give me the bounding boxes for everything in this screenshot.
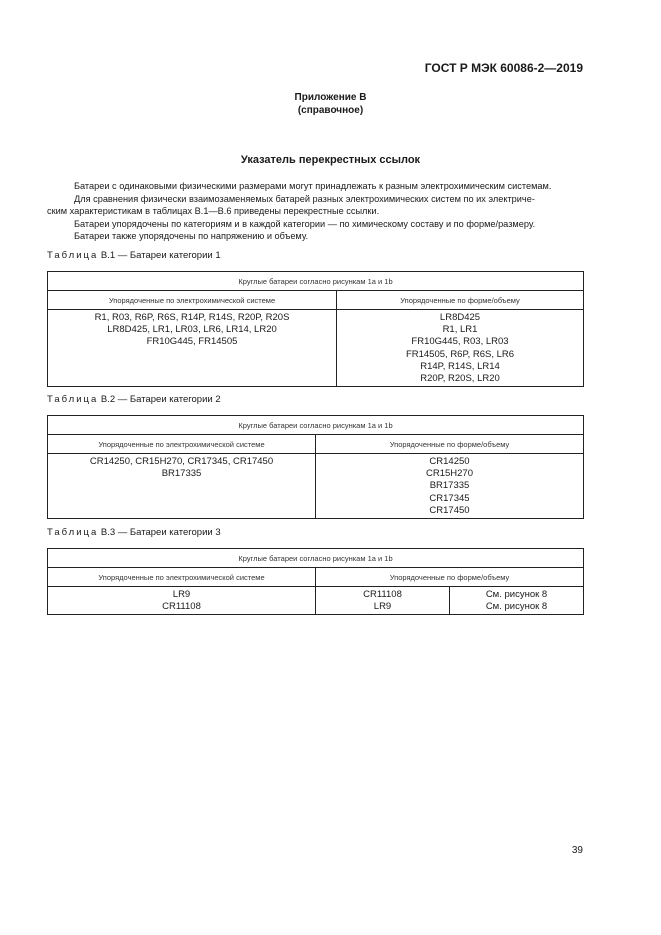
table-2-shape-line: CR17345 [429, 492, 470, 504]
table-1-col-chemistry: Упорядоченные по электрохимической системе [48, 291, 337, 310]
table-2-shape-cell [316, 454, 584, 519]
table-3-chemistry-cell [48, 587, 316, 615]
table-2-caption-text: В.2 — Батареи категории 2 [100, 394, 221, 405]
table-1-chem-line: R1, R03, R6P, R6S, R14P, R14S, R20P, R20S [94, 312, 290, 323]
table-3-reference-line: См. рисунок 8 [485, 589, 548, 600]
appendix-type: (справочное) [297, 105, 364, 116]
table-2-col-chemistry: Упорядоченные по электрохимической системе [48, 435, 316, 454]
table-2-shape-line: CR17450 [429, 504, 470, 516]
table-2-shape-line: CR15H270 [426, 468, 473, 480]
table-1-shape-line: FR14505, R6P, R6S, LR6 [405, 348, 515, 360]
table-1-shape-line: R1, LR1 [442, 324, 478, 336]
intro-paragraph-2a: Для сравнения физически взаимозаменяемых батарей разных электрохимических систем по их электриче- [74, 193, 535, 204]
table-1-header: Круглые батареи согласно рисункам 1а и 1b [48, 272, 584, 291]
table-1-caption-text: В.1 — Батареи категории 1 [100, 250, 221, 261]
table-1-shape-cell [337, 310, 584, 387]
intro-paragraph-1: Батареи с одинаковыми физическими размерами могут принадлежать к разным электрохимическим системам. [74, 181, 552, 191]
table-2-header: Круглые батареи согласно рисункам 1а и 1b [48, 416, 584, 435]
table-2-shape-line: BR17335 [429, 480, 470, 492]
table-3-header: Круглые батареи согласно рисункам 1а и 1b [48, 549, 584, 568]
table-1-chem-line: LR8D425, LR1, LR03, LR6, LR14, LR20 [107, 324, 277, 336]
table-2-caption-prefix: Таблица [47, 394, 99, 405]
table-2-caption [47, 394, 221, 405]
table-2-chem-line: BR17335 [161, 468, 202, 480]
table-2-chemistry-cell [48, 454, 316, 519]
table-2 [47, 415, 584, 519]
table-2-shape-line: CR14250 [429, 456, 470, 467]
table-3-chem-line: LR9 [172, 589, 191, 600]
table-1-shape-line: R14P, R14S, LR14 [420, 360, 500, 372]
table-3-reference-line: См. рисунок 8 [485, 601, 548, 613]
table-3-shape-cell [316, 587, 450, 615]
table-1 [47, 271, 584, 387]
table-1-shape-line: LR8D425 [439, 312, 481, 323]
table-2-chem-line: CR14250, CR15H270, CR17345, CR17450 [89, 456, 274, 467]
table-2-col-shape: Упорядоченные по форме/объему [316, 435, 584, 454]
table-1-chem-line: FR10G445, FR14505 [146, 336, 238, 348]
section-title: Указатель перекрестных ссылок [240, 154, 421, 166]
intro-paragraph-4: Батареи также упорядочены по напряжению и объему. [74, 231, 309, 242]
table-3-col-chemistry: Упорядоченные по электрохимической системе [48, 568, 316, 587]
table-3 [47, 548, 584, 615]
table-1-chemistry-cell [48, 310, 337, 387]
table-3-reference-cell [450, 587, 584, 615]
table-1-caption [47, 250, 221, 261]
page-number: 39 [571, 845, 583, 856]
table-3-shape-line: CR11108 [363, 589, 402, 600]
intro-text [47, 180, 587, 243]
table-1-col-shape: Упорядоченные по форме/объему [337, 291, 584, 310]
intro-paragraph-2b: ским характеристикам в таблицах В.1—В.6 приведены перекрестные ссылки. [47, 206, 380, 217]
document-code: ГОСТ Р МЭК 60086-2—2019 [424, 61, 583, 75]
appendix-heading [0, 91, 661, 117]
intro-paragraph-3: Батареи упорядочены по категориям и в каждой категории — по химическому составу и по форме/размеру. [74, 218, 536, 229]
table-1-shape-line: FR10G445, R03, LR03 [411, 336, 509, 348]
table-3-caption-text: В.3 — Батареи категории 3 [100, 527, 221, 538]
table-1-shape-line: R20P, R20S, LR20 [420, 373, 500, 385]
table-3-col-shape: Упорядоченные по форме/объему [316, 568, 584, 587]
table-3-chem-line: CR11108 [162, 601, 201, 613]
appendix-label: Приложение В [294, 92, 367, 103]
table-1-caption-prefix: Таблица [47, 250, 99, 261]
table-3-shape-line: LR9 [373, 601, 392, 613]
table-3-caption-prefix: Таблица [47, 527, 99, 538]
table-3-caption [47, 527, 221, 538]
